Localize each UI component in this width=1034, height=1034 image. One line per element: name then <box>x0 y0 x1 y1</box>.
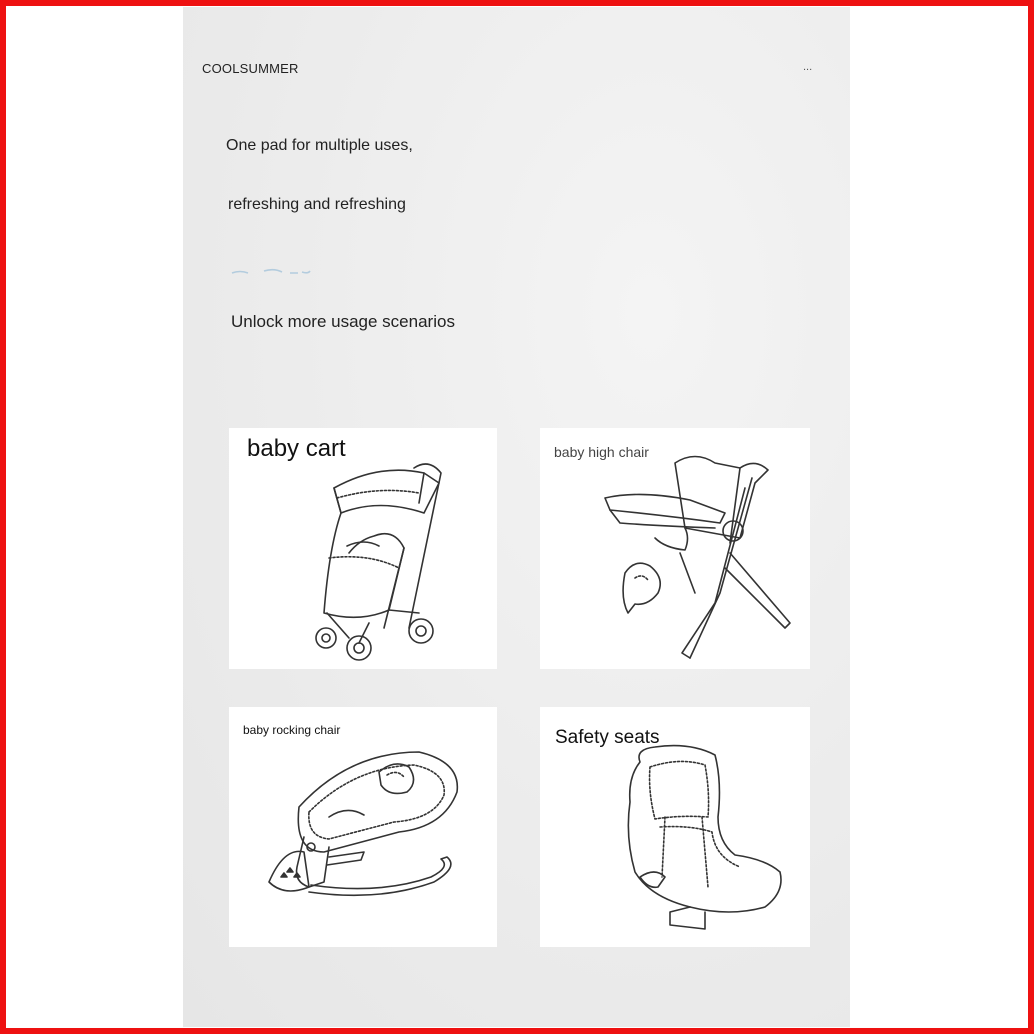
brand-name: COOLSUMMER <box>202 61 299 76</box>
menu-dots: ... <box>803 61 813 73</box>
scenario-card-safety-seats <box>540 707 810 947</box>
scenario-card-baby-high-chair <box>540 428 810 669</box>
scenario-label: baby rocking chair <box>243 723 341 737</box>
scenario-label: baby high chair <box>554 444 649 460</box>
stroller-icon <box>229 428 497 669</box>
scenario-label: Safety seats <box>555 727 660 748</box>
headline-line-2: refreshing and refreshing <box>228 196 406 213</box>
product-detail-panel <box>183 7 850 1027</box>
scenario-label: baby cart <box>247 435 346 462</box>
rocking-chair-icon <box>229 707 497 947</box>
scenario-card-baby-cart <box>229 428 497 669</box>
scenario-card-baby-rocking-chair <box>229 707 497 947</box>
headline-line-3: Unlock more usage scenarios <box>231 312 455 331</box>
decorative-smudge <box>230 265 312 277</box>
high-chair-icon <box>540 428 810 669</box>
car-seat-icon <box>540 707 810 947</box>
headline-line-1: One pad for multiple uses, <box>226 137 413 154</box>
